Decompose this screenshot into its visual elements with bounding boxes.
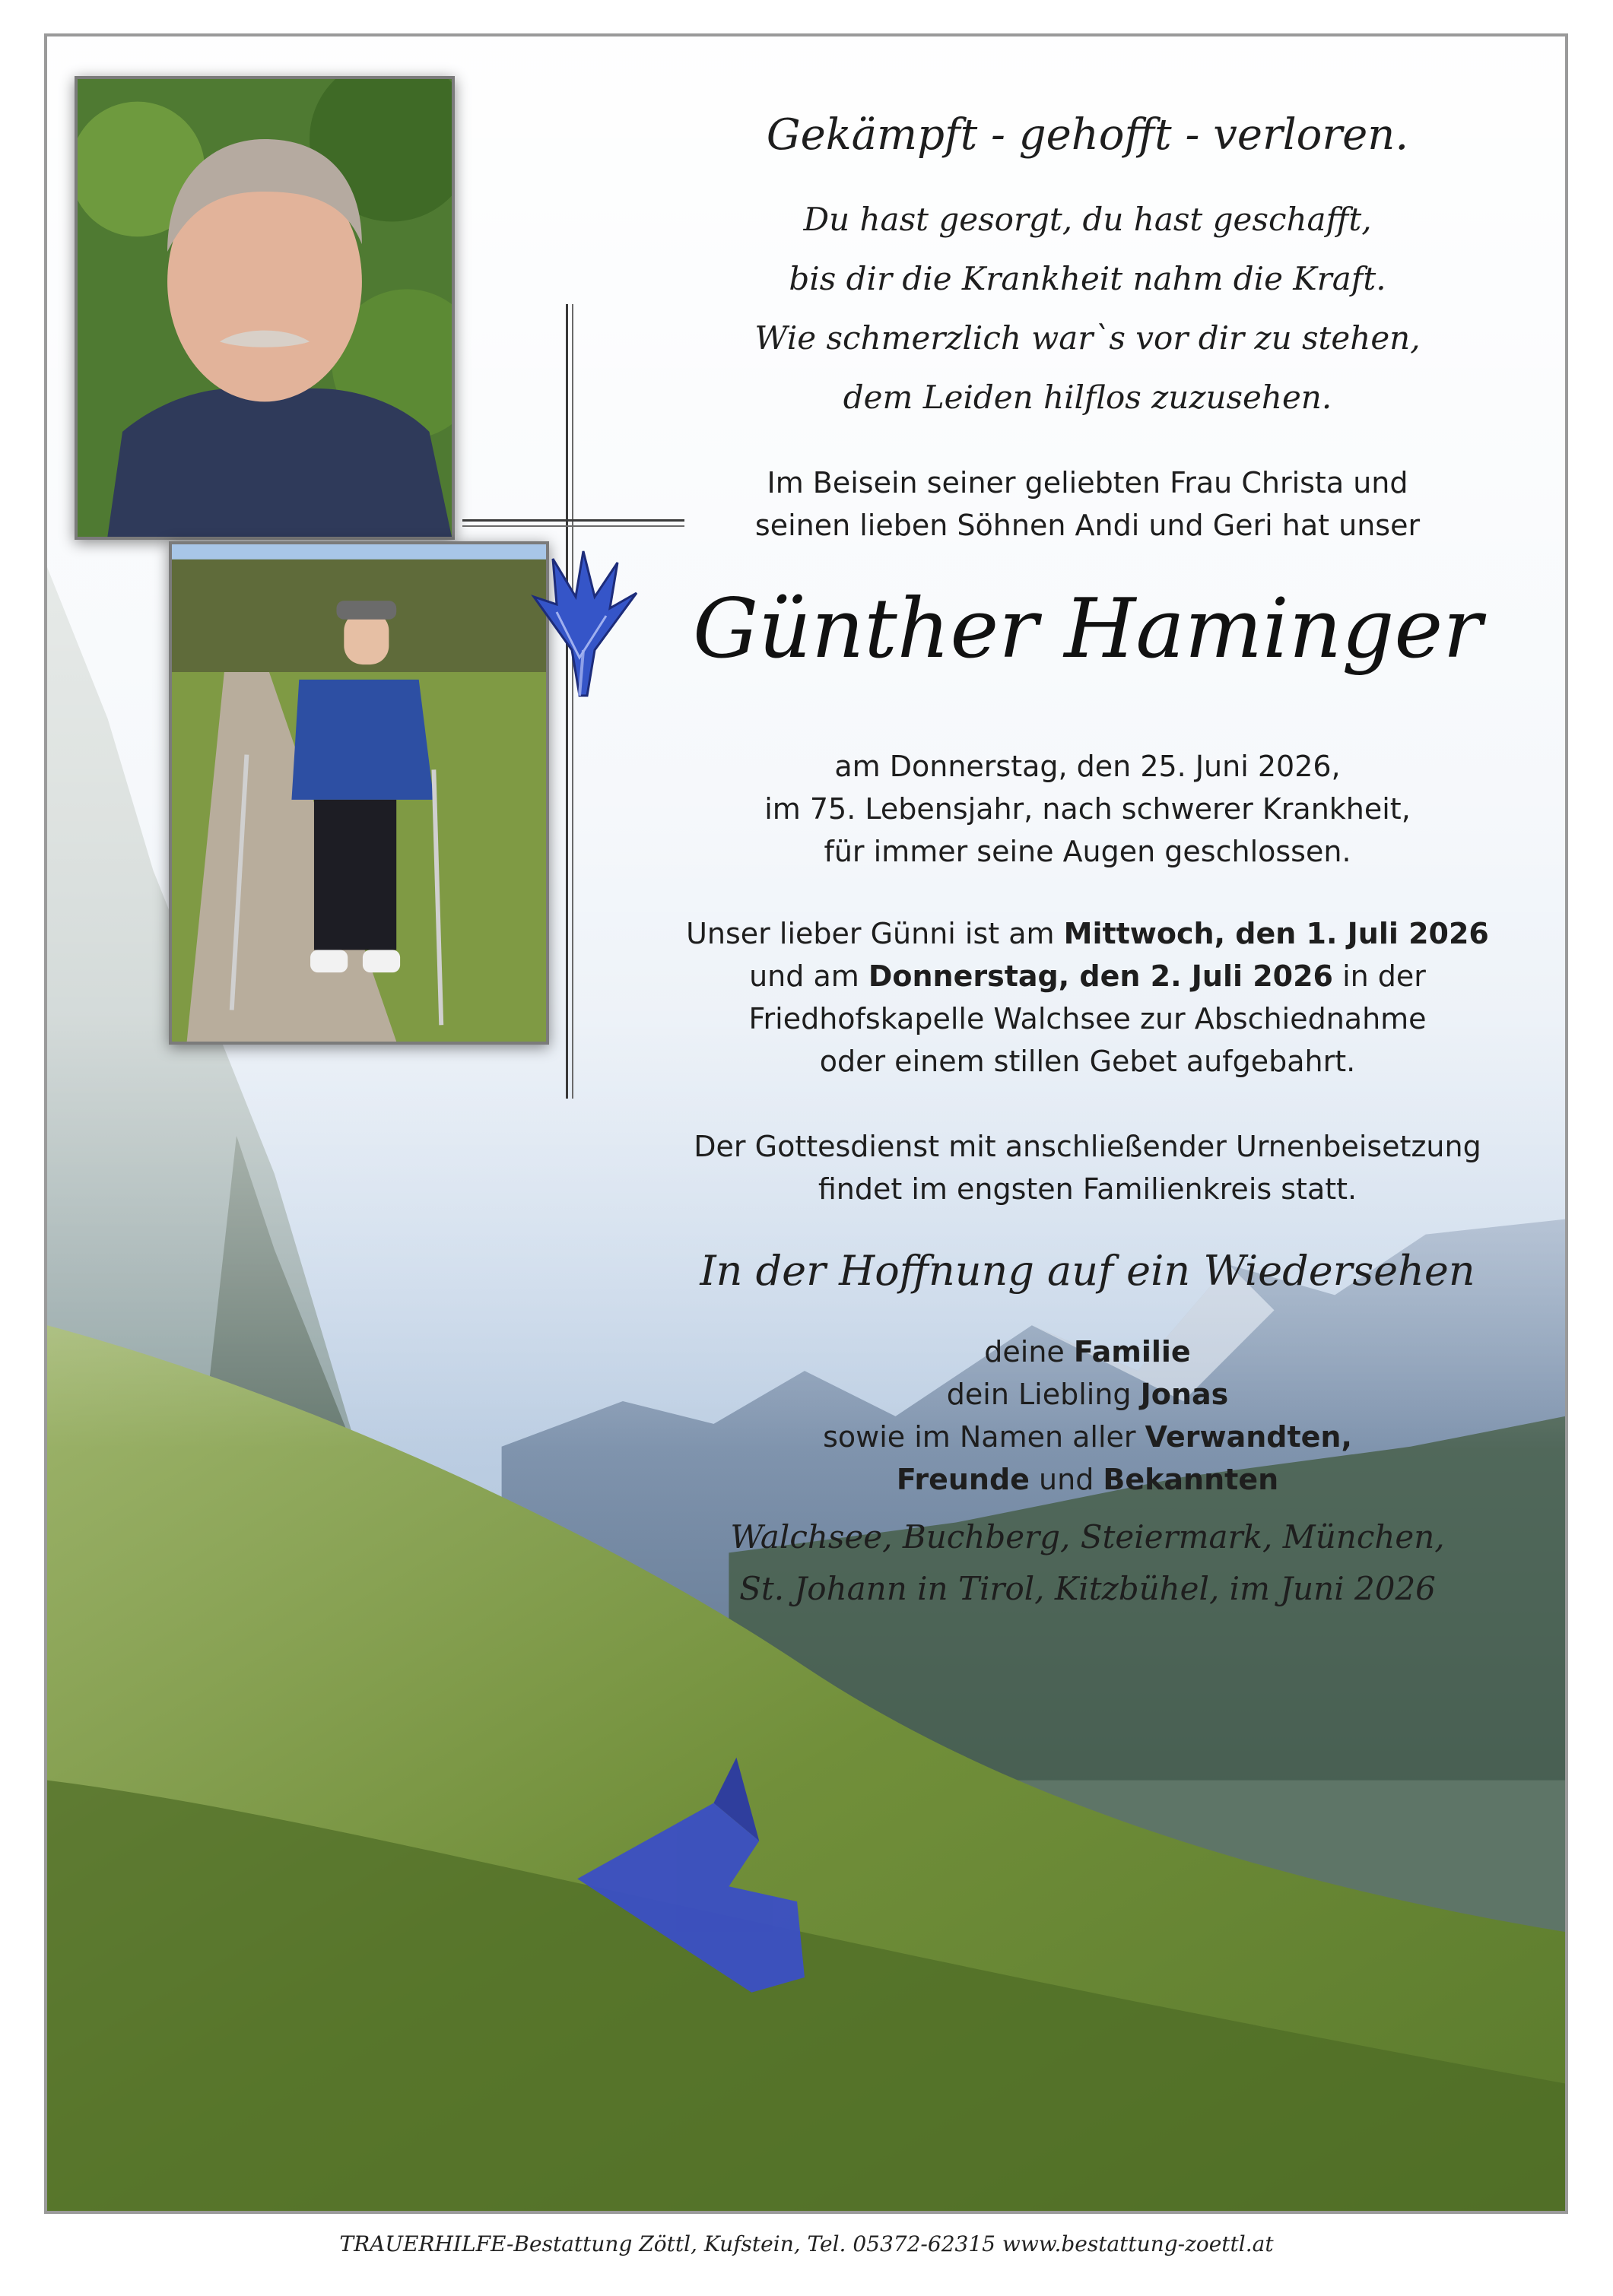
- text-span: und: [1029, 1463, 1103, 1496]
- walking-photo: [169, 541, 549, 1045]
- family-line: [639, 1416, 1536, 1458]
- intro-line: seinen lieben Söhnen Andi und Geri hat unser: [754, 509, 1421, 542]
- viewing-text: [639, 912, 1536, 1083]
- passing-text: [639, 745, 1536, 873]
- poem-line: Wie schmerzlich war`s vor dir zu stehen,: [754, 319, 1421, 357]
- service-text: [639, 1125, 1536, 1210]
- family-text: [639, 1330, 1536, 1501]
- deceased-name: Günther Haminger: [693, 582, 1482, 677]
- portrait-photo: [75, 76, 455, 540]
- places-line: St. Johann in Tirol, Kitzbühel, im Juni 2026: [739, 1570, 1436, 1607]
- places-text: [639, 1511, 1536, 1615]
- viewing-line: oder einem stillen Gebet aufgebahrt.: [819, 1045, 1356, 1078]
- family-name: Freunde: [896, 1463, 1030, 1496]
- poem-title: Gekämpft - gehofft - verloren.: [766, 110, 1409, 160]
- family-name: Verwandten,: [1145, 1420, 1352, 1454]
- poem: [639, 190, 1536, 427]
- family-line: [639, 1330, 1536, 1373]
- passing-line: am Donnerstag, den 25. Juni 2026,: [834, 750, 1341, 783]
- service-line: findet im engsten Familienkreis statt.: [818, 1172, 1357, 1206]
- text-span: sowie im Namen aller: [823, 1420, 1145, 1454]
- hope-heading: In der Hoffnung auf ein Wiedersehen: [700, 1247, 1475, 1295]
- poem-line: Du hast gesorgt, du hast geschafft,: [803, 201, 1372, 238]
- intro-line: Im Beisein seiner geliebten Frau Christa und: [767, 466, 1408, 499]
- text-span: deine: [984, 1335, 1074, 1368]
- gentian-flower-icon: [511, 544, 648, 703]
- viewing-line: Friedhofskapelle Walchsee zur Abschiednahme: [748, 1002, 1427, 1035]
- family-line: [639, 1458, 1536, 1501]
- family-name: Jonas: [1140, 1378, 1229, 1411]
- poem-line: bis dir die Krankheit nahm die Kraft.: [789, 260, 1386, 297]
- places-line: Walchsee, Buchberg, Steiermark, München,: [730, 1518, 1445, 1556]
- text-span: in der: [1332, 959, 1426, 993]
- text-span: Unser lieber Günni ist am: [686, 917, 1064, 950]
- text-span: dein Liebling: [946, 1378, 1141, 1411]
- family-line: [639, 1373, 1536, 1416]
- intro-text: [639, 461, 1536, 547]
- poem-line: dem Leiden hilflos zuzusehen.: [843, 379, 1332, 416]
- footer-funeral-home: TRAUERHILFE-Bestattung Zöttl, Kufstein, Tel. 05372-62315 www.bestattung-zoettl.at: [339, 2231, 1274, 2256]
- service-line: Der Gottesdienst mit anschließender Urnenbeisetzung: [694, 1130, 1481, 1163]
- family-name: Bekannten: [1103, 1463, 1279, 1496]
- viewing-date-1: Mittwoch, den 1. Juli 2026: [1063, 917, 1489, 950]
- viewing-line: [639, 955, 1536, 997]
- passing-line: für immer seine Augen geschlossen.: [824, 835, 1351, 868]
- family-name: Familie: [1073, 1335, 1191, 1368]
- text-span: und am: [749, 959, 868, 993]
- passing-line: im 75. Lebensjahr, nach schwerer Krankheit,: [764, 792, 1411, 826]
- viewing-line: [639, 912, 1536, 955]
- viewing-date-2: Donnerstag, den 2. Juli 2026: [868, 959, 1333, 993]
